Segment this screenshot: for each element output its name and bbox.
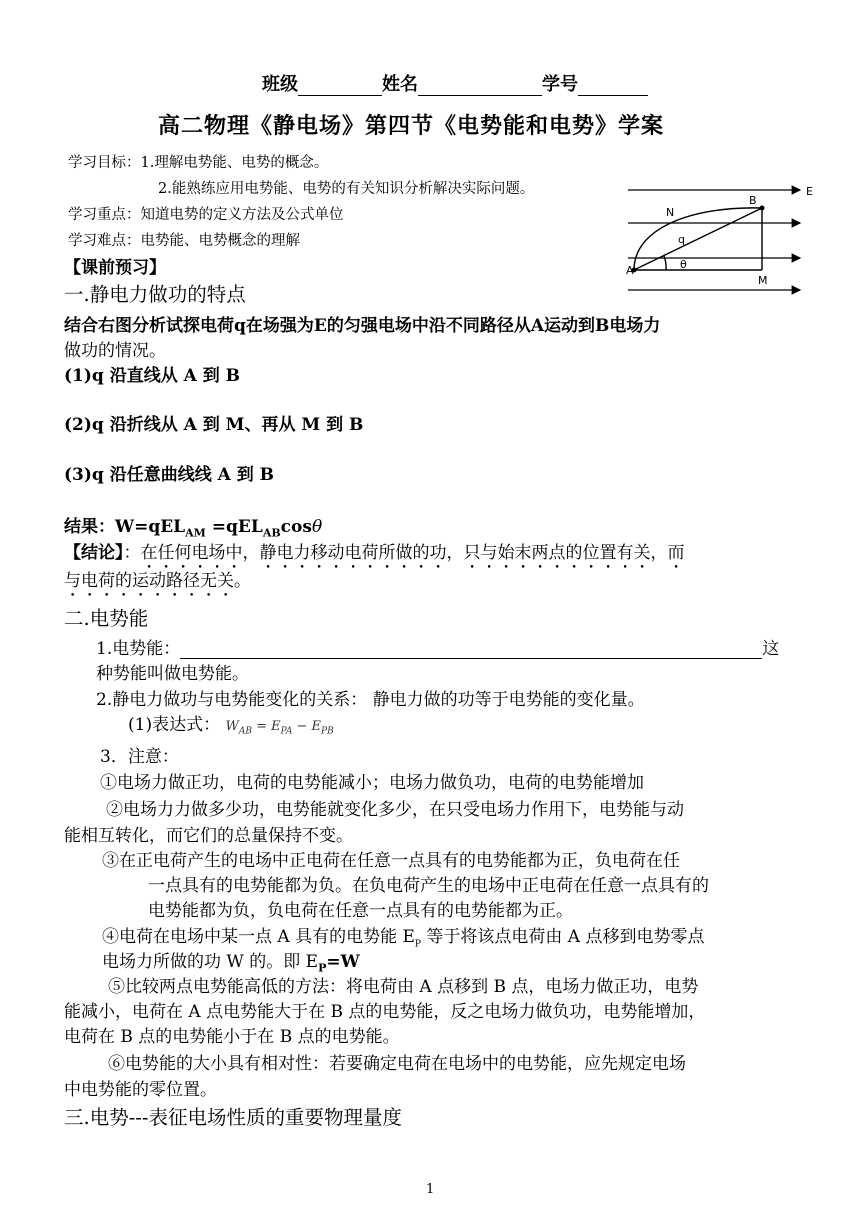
class-label: 班级 — [262, 74, 298, 95]
question-1: (1)q 沿直线从 A 到 B — [64, 366, 241, 386]
note-2b: 能相互转化，而它们的总量保持不变。 — [64, 826, 353, 846]
section3-heading: 三.电势---表征电场性质的重要物理量度 — [64, 1106, 402, 1129]
field-diagram — [622, 178, 818, 298]
note-5b: 能减小，电荷在 A 点电势能大于在 B 点的电势能，反之电场力做负功，电势能增加， — [64, 1002, 706, 1022]
key-point — [68, 203, 344, 224]
p1-tail: 这 — [762, 639, 780, 659]
p1-label: 1.电势能： — [96, 639, 181, 659]
preview-label: 【课前预习】 — [64, 258, 166, 278]
objectives-label: 学习目标： — [68, 155, 141, 171]
formula-W: W — [225, 719, 239, 734]
note-6b: 中电势能的零位置。 — [64, 1080, 217, 1100]
result-cos: cos — [280, 517, 312, 537]
id-blank[interactable] — [578, 77, 648, 96]
note-4a-post: 等于将该点电荷由 A 点移到电势零点 — [420, 927, 705, 947]
p3-line: 3．注意： — [100, 747, 179, 767]
objective-item-1: 1.理解电势能、电势的概念。 — [140, 155, 329, 171]
p1-blank[interactable] — [180, 642, 762, 659]
section1-intro-a: 结合右图分析试探电荷q在场强为E的匀强电场中沿不同路径从A运动到B电场力 — [64, 316, 661, 336]
straight-path-AB — [634, 208, 762, 270]
formula-sub-pb: PB — [321, 726, 334, 737]
name-label: 姓名 — [382, 74, 418, 95]
objectives-line1 — [68, 151, 328, 172]
id-label: 学号 — [542, 74, 578, 95]
point-B — [760, 206, 765, 211]
difficulty-label: 学习难点： — [68, 233, 141, 249]
result-sub-am: AM — [185, 526, 206, 540]
formula-minus: − E — [292, 719, 322, 734]
section1-intro-b: 做功的情况。 — [64, 341, 166, 361]
note-4b — [102, 947, 360, 974]
label-N: N — [666, 206, 675, 219]
note-2a: ②电场力力做多少功，电势能就变化多少，在只受电场力作用下，电势能与动 — [106, 800, 684, 820]
section1-heading: 一.静电力做功的特点 — [64, 283, 246, 306]
note-4b-pre: 电场力所做的功 W 的。即 E — [102, 952, 319, 972]
formula-eq: = E — [252, 719, 281, 734]
note-5a: ⑤比较两点电势能高低的方法：将电荷由 A 点移到 B 点，电场力做正功，电势 — [108, 977, 699, 997]
name-blank[interactable] — [418, 77, 542, 96]
page-title: 高二物理《静电场》第四节《电势能和电势》学案 — [158, 113, 665, 139]
formula-sub-pa: PA — [280, 726, 293, 737]
note-4b-post: =W — [326, 952, 360, 972]
result-theta: θ — [311, 517, 323, 537]
class-blank[interactable] — [298, 77, 382, 96]
note-4b-sub: P — [318, 961, 327, 975]
difficulty — [68, 229, 300, 250]
conclusion-text-a: ：在任何电场中，静电力移动电荷所做的功，只与始末两点的位置有关，而 — [123, 543, 685, 563]
note-4a — [102, 922, 704, 949]
note-6a: ⑥电势能的大小具有相对性：若要确定电荷在电场中的电势能，应先规定电场 — [108, 1054, 686, 1074]
expression-label: (1)表达式： — [128, 715, 221, 735]
result-prefix: 结果：W=qEL — [64, 517, 186, 537]
note-3b: 一点具有的电势能都为负。在负电荷产生的电场中正电荷在任意一点具有的 — [148, 876, 709, 896]
p2-line: 2.静电力做功与电势能变化的关系： 静电力做的功等于电势能的变化量。 — [96, 690, 645, 710]
question-3: (3)q 沿任意曲线线 A 到 B — [64, 465, 275, 485]
section2-heading: 二.电势能 — [64, 607, 149, 630]
p2-expression — [128, 710, 334, 737]
result-line — [64, 512, 322, 539]
page-number: 1 — [426, 1182, 435, 1197]
note-4a-sub: P — [414, 939, 421, 950]
note-3c: 电势能都为负，负电荷在任意一点具有的电势能都为正。 — [148, 901, 573, 921]
objective-item-2: 2.能熟练应用电势能、电势的有关知识分析解决实际问题。 — [158, 181, 535, 197]
p1-cont: 种势能叫做电势能。 — [96, 664, 249, 684]
note-5c: 电荷在 B 点的电势能小于在 B 点的电势能。 — [64, 1027, 400, 1047]
label-B: B — [749, 194, 757, 207]
label-E: E — [806, 185, 813, 198]
formula — [225, 719, 334, 737]
header-line — [262, 70, 648, 96]
label-theta: θ — [680, 258, 687, 271]
label-q: q — [678, 233, 685, 246]
label-A: A — [626, 264, 634, 277]
note-1: ①电场力做正功，电荷的电势能减小；电场力做负功，电荷的电势能增加 — [100, 773, 644, 793]
note-3a: ③在正电荷产生的电场中正电荷在任意一点具有的电势能都为正，负电荷在任 — [102, 851, 680, 871]
key-point-label: 学习重点： — [68, 207, 141, 223]
conclusion-label: 【结论】 — [64, 543, 124, 563]
p1-line — [96, 634, 779, 659]
result-mid: =qEL — [205, 517, 263, 537]
field-lines — [628, 190, 800, 290]
formula-W-sub: AB — [238, 726, 252, 737]
difficulty-text: 电势能、电势概念的理解 — [140, 233, 300, 249]
key-point-text: 知道电势的定义方法及公式单位 — [140, 207, 344, 223]
result-sub-ab: AB — [262, 526, 281, 540]
conclusion-line-b: 与电荷的运动路径无关。 — [64, 571, 251, 591]
label-M: M — [758, 274, 768, 287]
question-2: (2)q 沿折线从 A 到 M、再从 M 到 B — [64, 415, 364, 435]
note-4a-pre: ④电荷在电场中某一点 A 具有的电势能 E — [102, 927, 415, 947]
